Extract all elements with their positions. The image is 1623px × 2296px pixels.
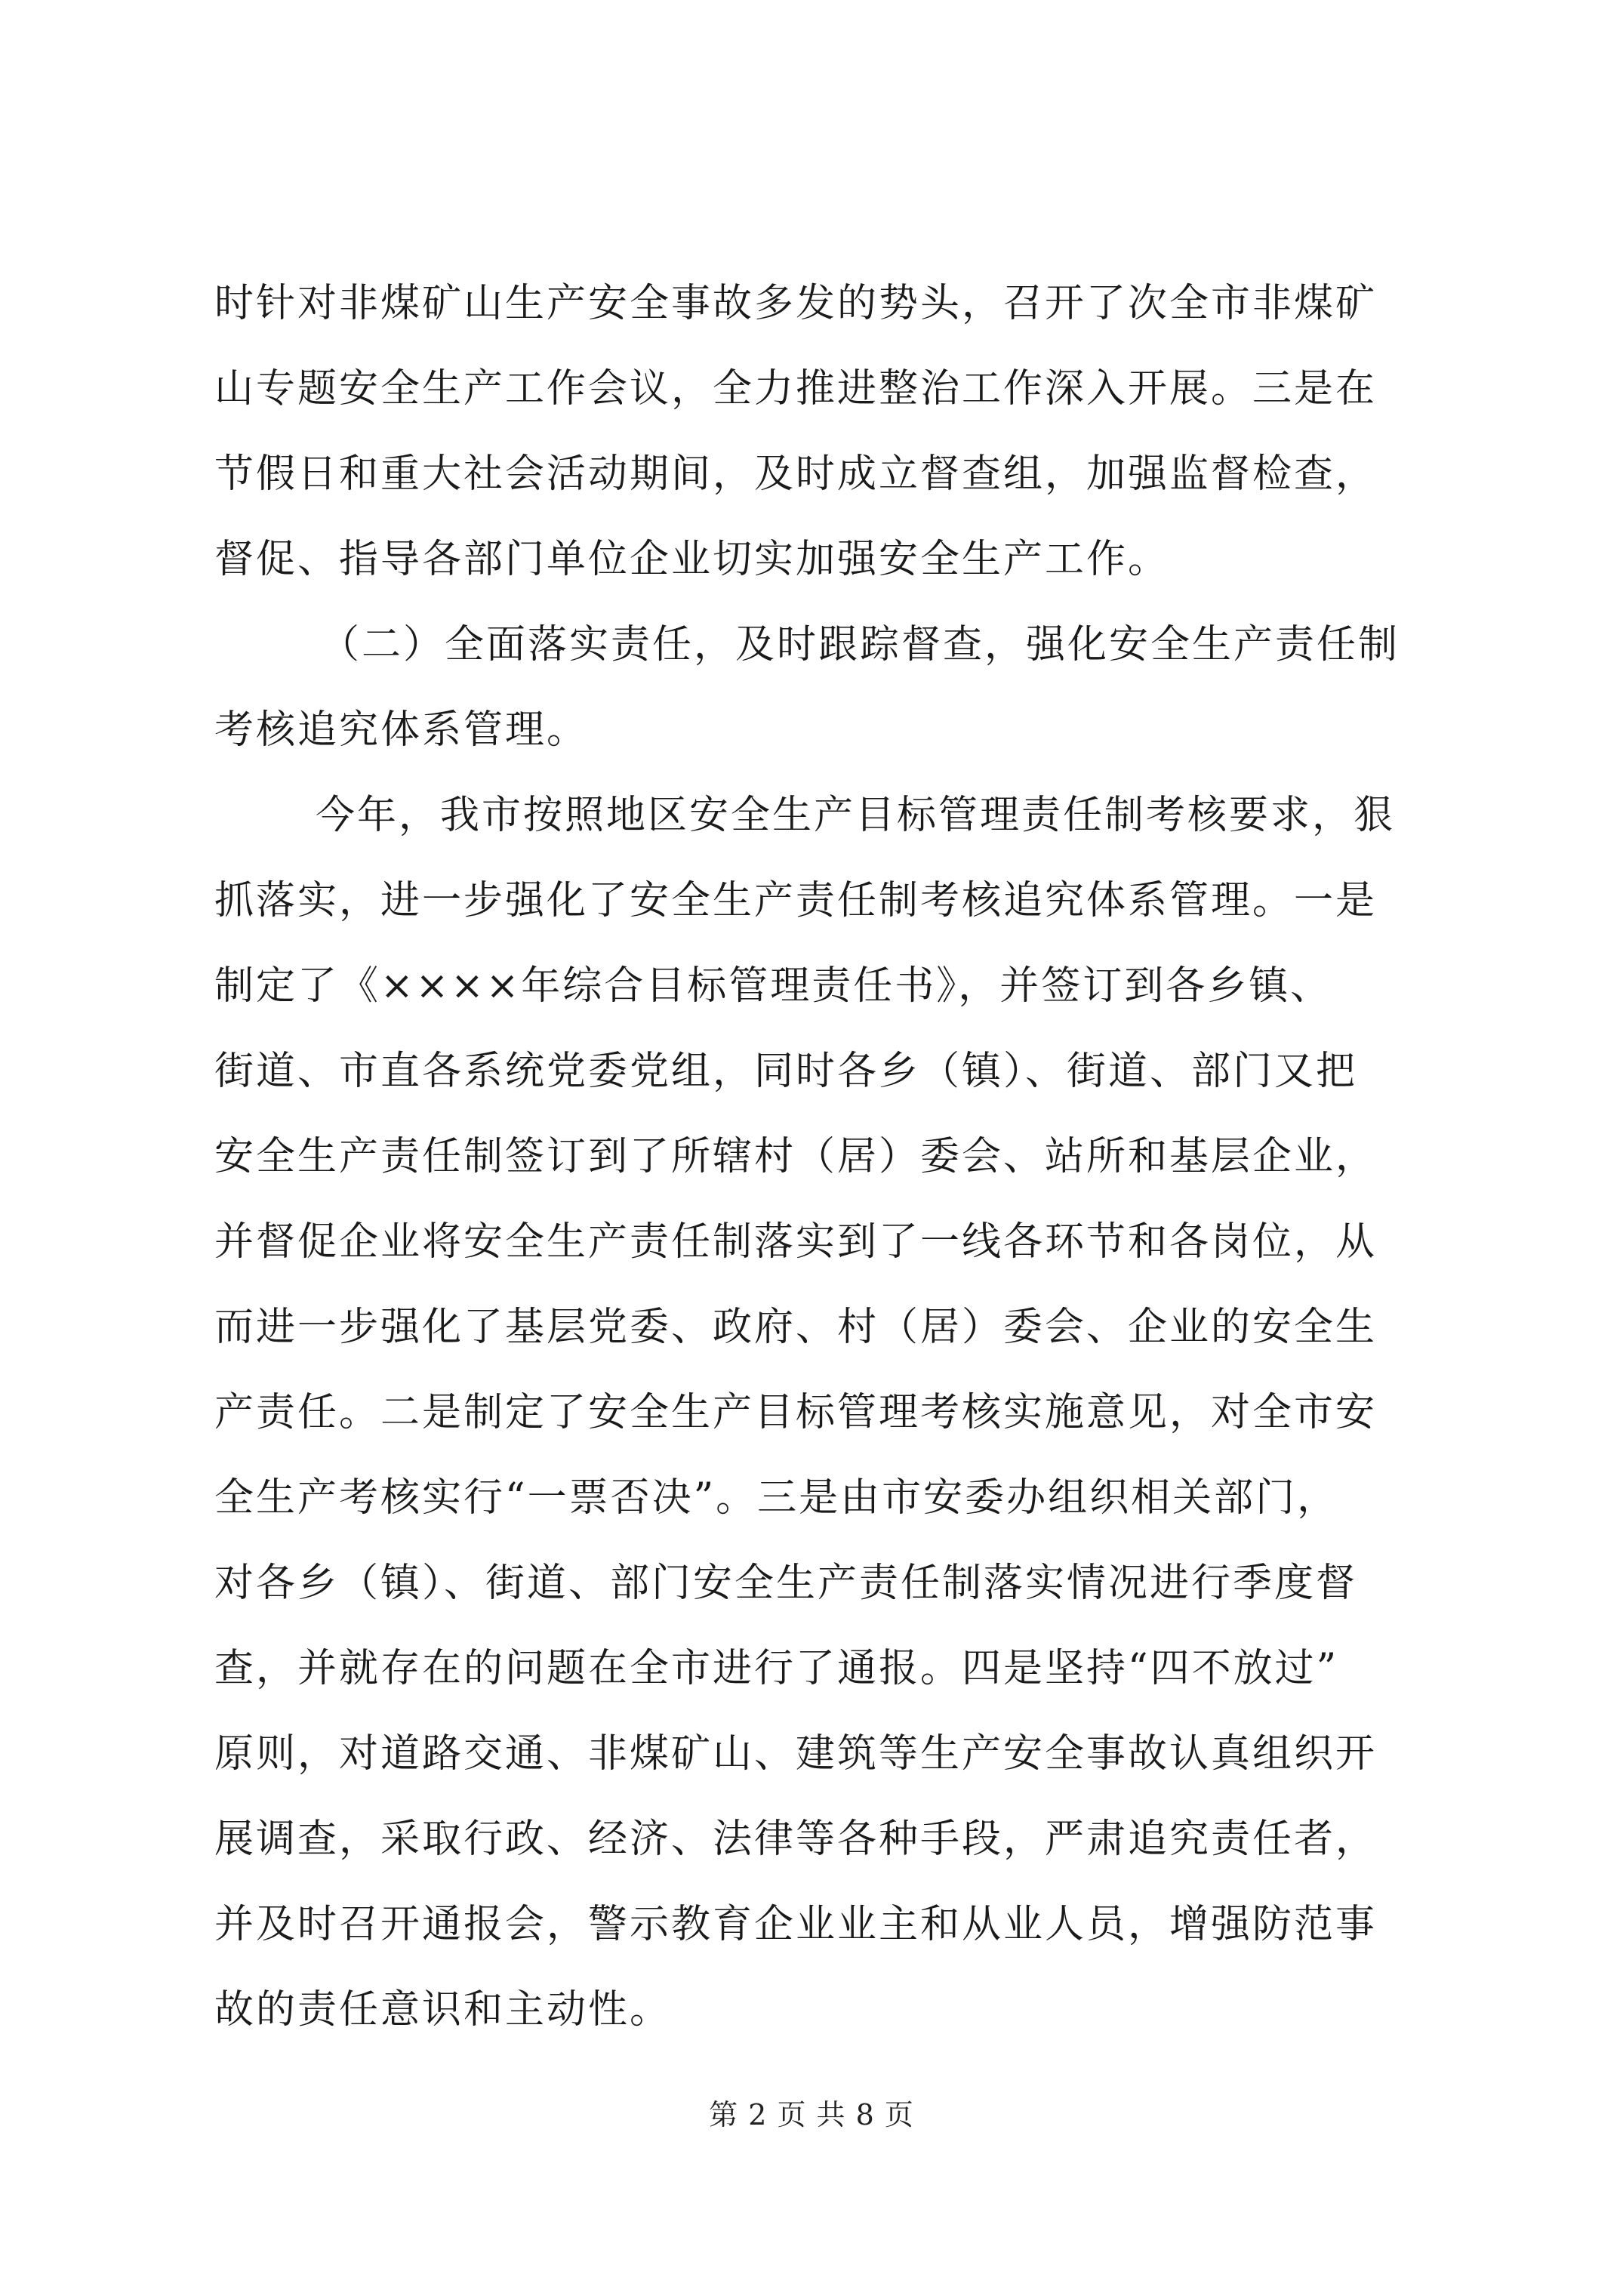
text-line: 故的责任意识和主动性。: [214, 1987, 672, 2032]
text-line: 对各乡（镇）、街道、部门安全生产责任制落实情况进行季度督: [214, 1561, 1358, 1606]
text-line: 节假日和重大社会活动期间，及时成立督查组，加强监督检查，: [214, 451, 1378, 497]
section-heading: （二）全面落实责任，及时跟踪督查，强化安全生产责任制: [320, 622, 1400, 667]
page-number-footer: 第 2 页 共 8 页: [709, 2098, 914, 2131]
text-line: 街道、市直各系统党委党组，同时各乡（镇）、街道、部门又把: [214, 1049, 1358, 1094]
text-line: 并及时召开通报会，警示教育企业业主和从业人员，增强防范事: [214, 1902, 1378, 1947]
text-line: 而进一步强化了基层党委、政府、村（居）委会、企业的安全生: [214, 1305, 1378, 1350]
text-line: 抓落实，进一步强化了安全生产责任制考核追究体系管理。一是: [214, 878, 1378, 923]
text-line: 督促、指导各部门单位企业切实加强安全生产工作。: [214, 537, 1170, 582]
text-line: 产责任。二是制定了安全生产目标管理考核实施意见，对全市安: [214, 1390, 1378, 1435]
text-line: 山专题安全生产工作会议，全力推进整治工作深入开展。三是在: [214, 366, 1378, 411]
section-heading-continued: 考核追究体系管理。: [214, 707, 589, 753]
document-body: [214, 261, 1415, 2053]
text-line: 制定了《××××年综合目标管理责任书》，并签订到各乡镇、: [214, 963, 1332, 1009]
text-line: 并督促企业将安全生产责任制落实到了一线各环节和各岗位，从: [214, 1219, 1378, 1265]
paragraph-first-line: 今年，我市按照地区安全生产目标管理责任制考核要求，狠: [316, 793, 1396, 838]
text-line: 全生产考核实行“一票否决”。三是由市安委办组织相关部门，: [214, 1475, 1339, 1521]
text-line: 展调查，采取行政、经济、法律等各种手段，严肃追究责任者，: [214, 1817, 1378, 1862]
text-line: 时针对非煤矿山生产安全事故多发的势头，召开了次全市非煤矿: [214, 281, 1378, 326]
text-line: 安全生产责任制签订到了所辖村（居）委会、站所和基层企业，: [214, 1134, 1378, 1179]
text-line: 原则，对道路交通、非煤矿山、建筑等生产安全事故认真组织开: [214, 1731, 1378, 1777]
text-line: 查，并就存在的问题在全市进行了通报。四是坚持“四不放过”: [214, 1646, 1339, 1691]
